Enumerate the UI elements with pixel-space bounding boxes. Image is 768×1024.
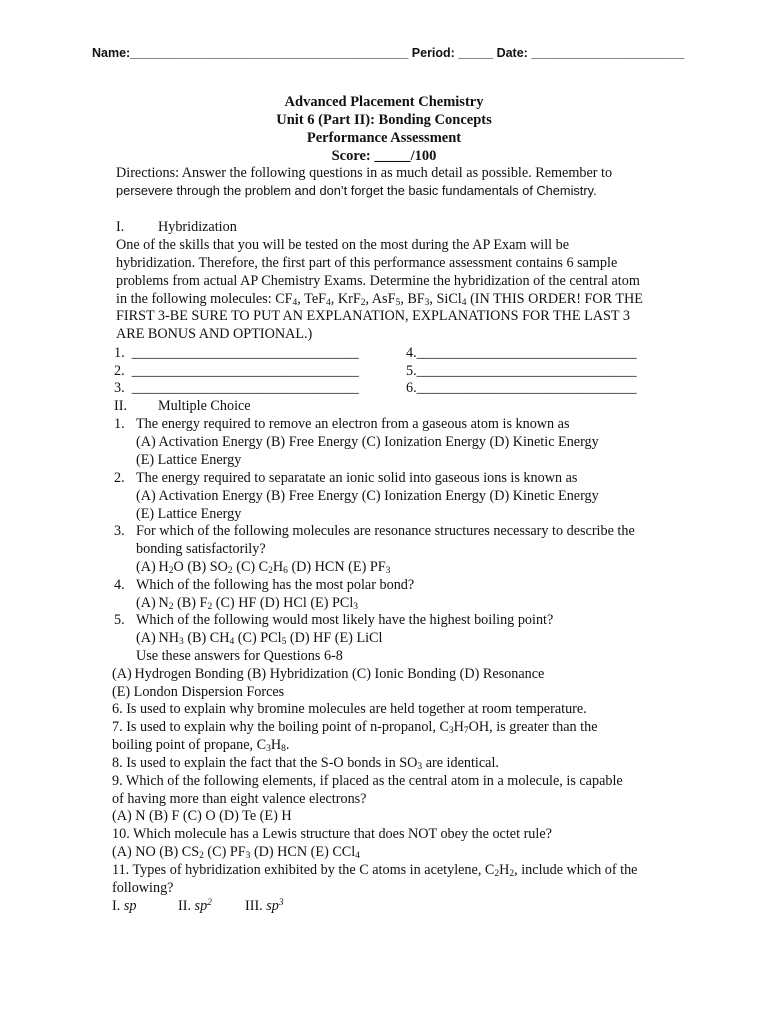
question-2-text: The energy required to separatate an ionic solid into gaseous ions is known as	[136, 470, 578, 486]
score-line	[0, 147, 768, 165]
shared-choices-2: (E) London Dispersion Forces	[112, 684, 285, 700]
answer-blank: _______________________________	[416, 380, 637, 396]
name-field[interactable]: ________________________________________	[130, 46, 409, 60]
course-title: Advanced Placement Chemistry	[284, 94, 484, 110]
section-1-heading: Hybridization	[158, 219, 237, 235]
answer-row-3[interactable]: 3. ________________________________	[114, 380, 359, 396]
question-10-choices: (A) NO (B) $CS_2$ (C) $PF_3$ (D) HCN (E) CCl$_4$	[112, 844, 360, 861]
molecule: SiCl$_4$	[436, 291, 467, 308]
use-answers-note: Use these answers for Questions 6-8	[136, 648, 343, 664]
answer-row-4[interactable]: 4._______________________________	[406, 345, 637, 361]
question-9-line-1: 9. Which of the following elements, if placed as the central atom in a molecule, is capable	[112, 773, 623, 789]
question-7-line-1: 7. Is used to explain why the boiling point of n-propanol, $C_3H_7OH$, is greater than the	[112, 719, 598, 736]
question-4-text: Which of the following has the most polar bond?	[136, 577, 415, 593]
question-2-number: 2.	[114, 470, 125, 486]
answer-row-5[interactable]: 5._______________________________	[406, 363, 637, 379]
question-10: 10. Which molecule has a Lewis structure that does NOT obey the octet rule?	[112, 826, 552, 842]
section-1-para-6: ARE BONUS AND OPTIONAL.)	[116, 326, 313, 342]
answer-blank: _______________________________	[416, 345, 637, 361]
molecules-lead: in the following molecules:	[116, 291, 272, 307]
question-11-option-i: I. sp	[112, 898, 137, 914]
question-4-choices: (A) $N_2$ (B) $F_2$ (C) HF (D) HCl (E) PCl$_3$	[136, 595, 359, 612]
question-1-number: 1.	[114, 416, 125, 432]
name-label: Name:	[92, 46, 131, 60]
section-1-numeral: I.	[116, 219, 125, 235]
period-label: Period:	[411, 46, 455, 60]
molecule: KrF$_2$	[337, 291, 366, 308]
question-7-line-2: boiling point of propane, $C_3H_8$.	[112, 737, 290, 754]
answer-row-6[interactable]: 6._______________________________	[406, 380, 637, 396]
question-1-choice-e: (E) Lattice Energy	[136, 452, 242, 468]
section-1-para-4: in the following molecules: $CF_4$, TeF$_4$, KrF$_2$, AsF$_5$, $BF_3$, SiCl$_4$ (IN THIS ORDER! FOR THE	[116, 291, 643, 308]
question-6: 6. Is used to explain why bromine molecules are held together at room temperature.	[112, 701, 587, 717]
score-field[interactable]: _____	[374, 148, 411, 164]
question-1-choices: (A) Activation Energy (B) Free Energy (C) Ionization Energy (D) Kinetic Energy	[136, 434, 599, 450]
directions-line-1: Directions: Answer the following questions in as much detail as possible. Remember to	[116, 165, 613, 181]
question-4-number: 4.	[114, 577, 125, 593]
section-1-para-5: FIRST 3-BE SURE TO PUT AN EXPLANATION, EXPLANATIONS FOR THE LAST 3	[116, 308, 630, 324]
student-info-line	[92, 46, 692, 60]
question-9-line-2: of having more than eight valence electrons?	[112, 791, 367, 807]
section-1-para-1: One of the skills that you will be tested on the most during the AP Exam will be	[116, 237, 570, 253]
question-3-choices: (A) $H_2O$ (B) $SO_2$ (C) $C_2H_6$ (D) HCN (E) $PF_3$	[136, 559, 391, 576]
question-3-number: 3.	[114, 523, 125, 539]
molecule: TeF$_4$	[304, 291, 331, 308]
assessment-title: Performance Assessment	[306, 130, 462, 146]
molecule: $BF_3$	[407, 291, 430, 308]
question-9-choices: (A) N (B) F (C) O (D) Te (E) H	[112, 808, 292, 824]
question-11-line-1: 11. Types of hybridization exhibited by the C atoms in acetylene, $C_2H_2$, include which of the	[112, 862, 638, 879]
question-11-option-ii: II. $sp^2$	[178, 898, 212, 914]
answer-blank: _______________________________	[416, 363, 637, 379]
answer-blank: ________________________________	[131, 345, 359, 361]
question-2-choice-e: (E) Lattice Energy	[136, 506, 242, 522]
answer-row-1[interactable]: 1. ________________________________	[114, 345, 359, 361]
section-1-para-3: problems from actual AP Chemistry Exams. Determine the hybridization of the central atom	[116, 273, 640, 289]
answer-row-2[interactable]: 2. ________________________________	[114, 363, 359, 379]
question-8: 8. Is used to explain the fact that the S-O bonds in $SO_3$ are identical.	[112, 755, 499, 772]
score-label: Score:	[331, 148, 371, 164]
question-5-number: 5.	[114, 612, 125, 628]
molecule: AsF$_5$	[371, 291, 401, 308]
question-5-choices: (A) $NH_3$ (B) $CH_4$ (C) PCl$_5$ (D) HF (E) LiCl	[136, 630, 383, 647]
unit-title: Unit 6 (Part II): Bonding Concepts	[276, 112, 492, 128]
section-2-numeral: II.	[114, 398, 127, 414]
section-1-para-2: hybridization. Therefore, the first part of this performance assessment contains 6 sample	[116, 255, 618, 271]
directions-line-2: persevere through the problem and don’t forget the basic fundamentals of Chemistry.	[116, 183, 597, 198]
title-block	[0, 93, 768, 165]
date-field[interactable]: ______________________	[531, 46, 685, 60]
question-3-text-1: For which of the following molecules are resonance structures necessary to describe the	[136, 523, 635, 539]
question-2-choices: (A) Activation Energy (B) Free Energy (C) Ionization Energy (D) Kinetic Energy	[136, 488, 599, 504]
section-2-heading: Multiple Choice	[158, 398, 251, 414]
question-1-text: The energy required to remove an electron from a gaseous atom is known as	[136, 416, 570, 432]
question-11-line-2: following?	[112, 880, 174, 896]
question-5-text: Which of the following would most likely have the highest boiling point?	[136, 612, 554, 628]
question-11-option-iii: III. $sp^3$	[245, 898, 284, 914]
period-field[interactable]: _____	[458, 46, 494, 60]
answer-blank: ________________________________	[131, 363, 359, 379]
molecule: $CF_4$	[275, 291, 298, 308]
score-total: /100	[410, 148, 437, 164]
shared-choices-1: (A) Hydrogen Bonding (B) Hybridization (C) Ionic Bonding (D) Resonance	[112, 666, 545, 682]
molecules-tail: (IN THIS ORDER! FOR THE	[470, 291, 643, 307]
answer-blank: ________________________________	[131, 380, 359, 396]
date-label: Date:	[496, 46, 528, 60]
question-3-text-2: bonding satisfactorily?	[136, 541, 266, 557]
